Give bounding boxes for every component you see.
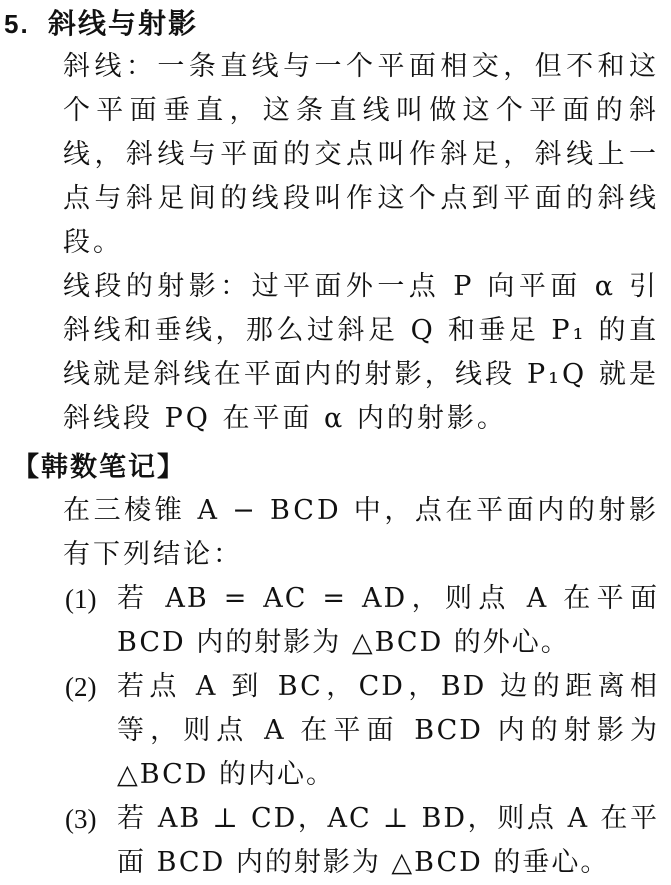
item-number: (2) — [65, 672, 97, 702]
notes-title: 【韩数笔记】 — [12, 452, 186, 483]
conclusion-item-circumcenter — [65, 577, 659, 665]
item-text: 若点 A 到 BC，CD，BD 边的距离相等，则点 A 在平面 BCD 内的射影为 △BCD 的内心。 — [117, 671, 659, 790]
item-number: (3) — [65, 804, 97, 834]
item-text: 若 AB = AC = AD，则点 A 在平面 BCD 内的射影为 △BCD 的外心。 — [117, 583, 659, 658]
item-number: (1) — [65, 584, 97, 614]
section-title: 斜线与射影 — [48, 7, 199, 40]
notes-section — [0, 447, 661, 885]
conclusion-item-orthocenter — [65, 797, 659, 885]
definition-projection: 线段的射影：过平面外一点 P 向平面 α 引斜线和垂线，那么过斜足 Q 和垂足 P₁ 的直线就是斜线在平面内的射影，线段 P₁Q 就是斜线段 PQ 在平面 α 内的射影。 — [63, 271, 659, 434]
conclusion-item-incenter — [65, 665, 659, 797]
section-number: 5. — [4, 9, 30, 39]
definition-skew-line: 斜线：一条直线与一个平面相交，但不和这个平面垂直，这条直线叫做这个平面的斜线，斜线与平面的交点叫作斜足，斜线上一点与斜足间的线段叫作这个点到平面的斜线段。 — [63, 51, 659, 258]
item-text: 若 AB ⊥ CD，AC ⊥ BD，则点 A 在平面 BCD 内的射影为 △BCD 的垂心。 — [117, 803, 659, 878]
notes-intro: 在三棱锥 A − BCD 中，点在平面内的射影有下列结论： — [63, 495, 659, 570]
section-heading — [0, 2, 661, 45]
section-skew-lines — [0, 2, 661, 441]
